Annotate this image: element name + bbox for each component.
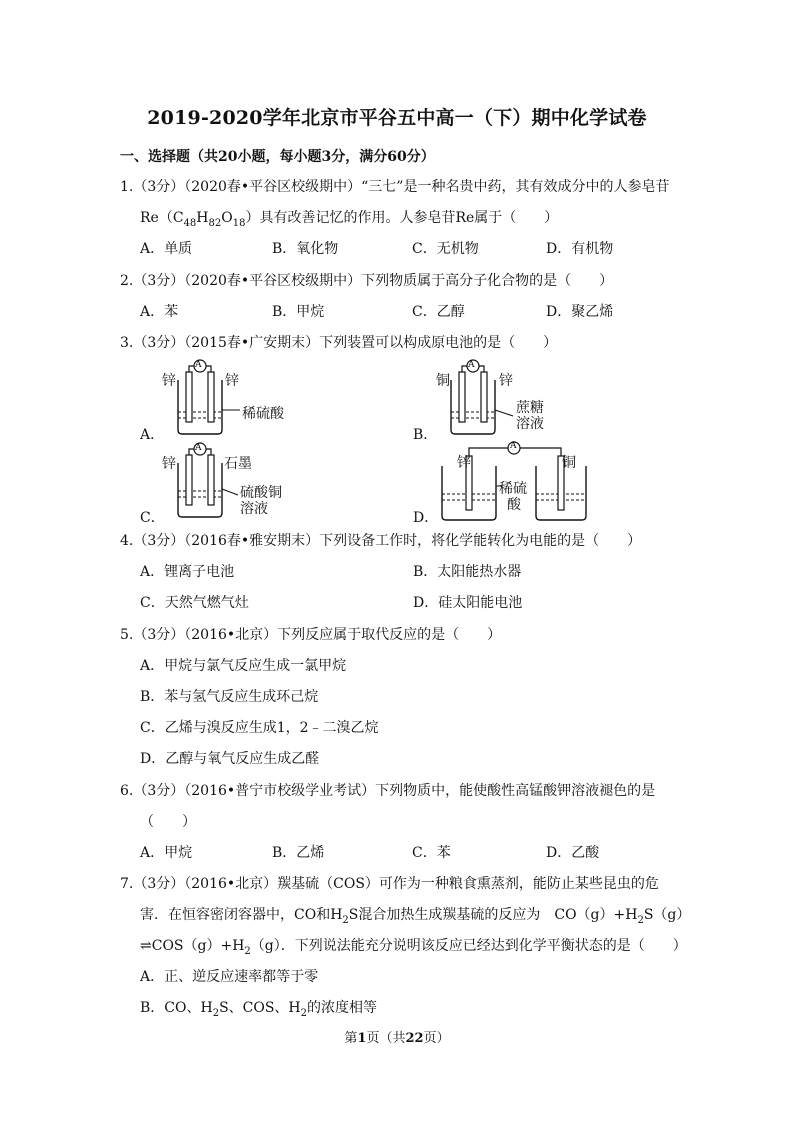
q3-a-meter: A [195,360,202,370]
page-total: 22 [405,1031,424,1046]
q3-stem: 3.（3分）（2015春•广安期末）下列装置可以构成原电池的是（ ） [120,335,558,351]
q2-option-b: B．甲烷 [272,304,325,320]
q3-b-left-electrode: 铜 [436,373,450,389]
q5-option-b: B．苯与氢气反应生成环己烷 [140,689,319,705]
q5-stem: 5.（3分）（2016•北京）下列反应属于取代反应的是（ ） [120,627,502,643]
q6-stem-line2: （ ） [140,814,196,830]
page-footer: 第1页（共22页） [344,1031,450,1046]
q6-option-b: B．乙烯 [272,845,325,861]
q2-option-c: C．乙醇 [412,304,465,320]
q3-d-left-electrode: 锌 [457,455,471,471]
q6-option-c: C．苯 [412,845,451,861]
q4-option-d: D．硅太阳能电池 [413,595,523,611]
q3-c-solution-line2: 溶液 [240,501,268,517]
q3-b-solution-line1: 蔗糖 [516,400,544,416]
q3-d-solution-line2: 酸 [507,497,521,513]
q5-option-d: D．乙醇与氧气反应生成乙醛 [140,751,320,767]
q7-option-a: A．正、逆反应速率都等于零 [140,969,319,985]
q1-option-d: D．有机物 [546,241,614,257]
q5-option-c: C．乙烯与溴反应生成1，2﹣二溴乙烷 [140,720,379,736]
q1-option-c: C．无机物 [412,241,479,257]
q3-b-solution-line2: 溶液 [516,416,544,432]
q1-stem-line1: 1.（3分）（2020春•平谷区校级期中）“三七”是一种名贵中药，其有效成分中的人参皂苷 [120,179,670,195]
q3-c-left-electrode: 锌 [162,456,176,472]
q4-option-a: A．锂离子电池 [140,564,235,580]
q7-stem-line1: 7.（3分）（2016•北京）羰基硫（COS）可作为一种粮食熏蒸剂，能防止某些昆虫的危 [120,876,659,892]
q3-b-meter: A [468,360,475,370]
q7-stem-line2: 害．在恒容密闭容器中，CO和$H_2S$混合加热生成羰基硫的反应为 $CO(g)+H_2S(g)$ [140,907,691,926]
q3-a-solution: 稀硫酸 [242,406,284,422]
q3-b-right-electrode: 锌 [499,373,513,389]
q3-c-solution-line1: 硫酸铜 [240,485,282,501]
section-heading: 一、选择题（共20小题，每小题3分，满分60分） [120,149,435,165]
q3-c-right-electrode: 石墨 [224,456,252,472]
page-number: 1 [357,1031,367,1046]
q6-option-d: D．乙酸 [546,845,600,861]
q6-option-a: A．甲烷 [140,845,193,861]
q3-d-meter: A [510,441,517,451]
q1-option-b: B．氧化物 [272,241,339,257]
q4-stem: 4.（3分）（2016春•雅安期末）下列设备工作时，将化学能转化为电能的是（ ） [120,533,642,549]
page-title: 2019-2020学年北京市平谷五中高一（下）期中化学试卷 [147,107,647,129]
q3-d-right-electrode: 铜 [562,455,576,471]
q2-stem: 2.（3分）（2020春•平谷区校级期中）下列物质属于高分子化合物的是（ ） [120,273,614,289]
q2-option-d: D．聚乙烯 [546,304,614,320]
q6-stem-line1: 6.（3分）（2016•普宁市校级学业考试）下列物质中，能使酸性高锰酸钾溶液褪色的是 [120,783,656,799]
q7-stem-line3: $\rightleftharpoons COS(g)+H_2(g)$．下列说法能充分说明该反应已经达到化学平衡状态的是（ ） [140,938,687,957]
q3-option-c-label: C． [140,510,165,526]
q7-option-b: B．CO、$H_2S$、COS、$H_2$的浓度相等 [140,1000,378,1019]
q3-option-b-label: B． [413,427,438,443]
q3-a-left-electrode: 锌 [162,373,176,389]
q4-option-c: C．天然气燃气灶 [140,595,249,611]
q1-option-a: A．单质 [140,241,193,257]
q4-option-b: B．太阳能热水器 [413,564,522,580]
q3-option-d-label: D． [413,510,439,526]
q2-option-a: A．苯 [140,304,179,320]
q5-option-a: A．甲烷与氯气反应生成一氯甲烷 [140,658,347,674]
q3-a-right-electrode: 锌 [225,373,239,389]
q3-c-meter: A [195,443,202,453]
q3-option-a-label: A． [140,427,165,443]
q1-stem-line2: $Re(C_{48}H_{82}O_{18})$具有改善记忆的作用。人参皂苷Re属于（ ） [140,210,559,229]
q3-d-solution-line1: 稀硫 [499,481,527,497]
